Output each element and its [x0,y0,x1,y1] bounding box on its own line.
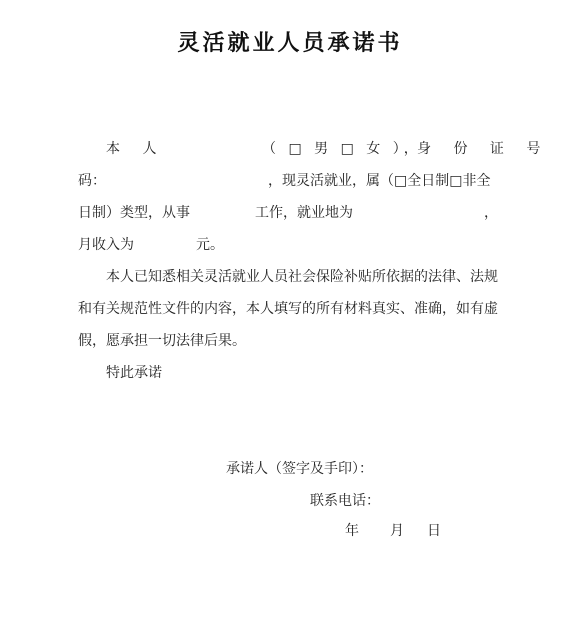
pledge-line1-id: 身 份 证 号 [417,141,550,157]
date-month: 月 [390,523,404,539]
pledge-line4-a: 月收入为 [78,237,134,253]
document-title: 灵活就业人员承诺书 [177,31,403,56]
closing-text: 特此承诺 [106,365,162,381]
pledge-line4-b: 元。 [196,237,224,253]
date-year: 年 [345,523,359,539]
pledge-line2-prefix: 码： [78,173,106,189]
pledge-line3-b: 工作，就业地为 [255,205,353,221]
para2-line3: 假，愿承担一切法律后果。 [78,333,246,349]
pledge-line2-text: ，现灵活就业，属（□全日制□非全 [268,173,491,189]
para2-line1: 本人已知悉相关灵活就业人员社会保险补贴所依据的法律、法规 [106,269,498,285]
pledge-line3-a: 日制）类型，从事 [78,205,190,221]
pledge-line3-c: ， [484,205,498,221]
date-day: 日 [427,523,441,539]
para2-line2: 和有关规范性文件的内容，本人填写的所有材料真实、准确，如有虚 [78,301,498,317]
phone-label: 联系电话： [310,493,380,509]
signer-label: 承诺人（签字及手印）： [226,461,373,477]
pledge-line1-gender: （ □ 男 □ 女 ）， [262,141,422,157]
pledge-line1-prefix: 本 人 [106,141,166,157]
